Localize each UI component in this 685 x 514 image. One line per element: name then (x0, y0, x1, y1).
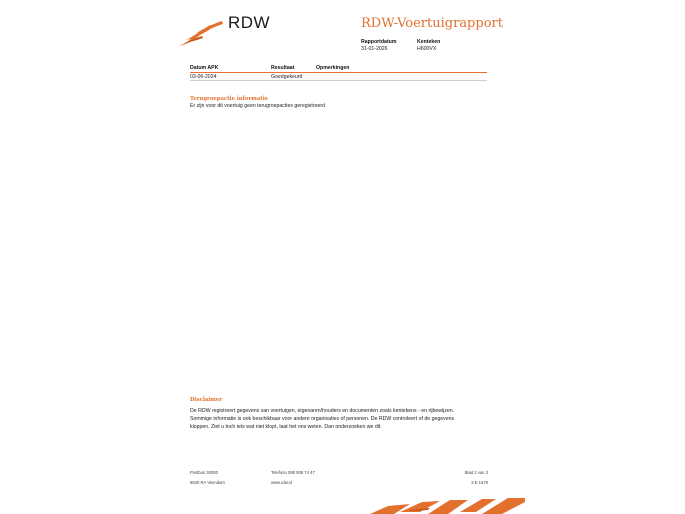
recall-section-title: Terugroepactie informatie (190, 96, 269, 102)
disclaimer-title: Disclaimer (190, 397, 223, 403)
table-row-divider (190, 80, 487, 81)
disclaimer-line-2: Sommige informatie is ook beschikbaar voor andere organisaties of personen. De RDW controleert of de gegevens (190, 416, 455, 422)
document-title: RDW-Voertuigrapport (361, 16, 503, 31)
rdw-logo-icon (176, 20, 224, 48)
column-header-result: Resultaat (271, 65, 295, 71)
license-plate-label: Kenteken (417, 39, 441, 45)
recall-text: Er zijn voor dit voertuig geen terugroepacties geregistreerd (190, 103, 325, 109)
disclaimer-line-3: kloppen. Ziet u toch iets wat niet klopt, laat het ons weten. Dan onderzoeken we dit. (190, 424, 382, 430)
apk-date-cell: 03-06-2024 (190, 74, 217, 80)
disclaimer-line-1: De RDW registreert gegevens van voertuigen, eigenaren/houders en documenten zoals kentekens - en rijbewijzen. (190, 408, 455, 414)
column-header-remarks: Opmerkingen (316, 65, 350, 71)
footer-stripes-graphic (370, 498, 525, 514)
table-header-divider (190, 72, 487, 73)
license-plate-value: H600VX (417, 46, 437, 52)
footer-address-line-2: 9640 RA Veendam (190, 480, 225, 485)
footer-address-line-1: Postbus 30000 (190, 470, 218, 475)
footer-website: www.rdw.nl (271, 480, 292, 485)
apk-result-cell: Goedgekeurd (271, 74, 303, 80)
report-date-label: Rapportdatum (361, 39, 397, 45)
report-date-value: 31-01-2026 (361, 46, 388, 52)
footer-page-number: Blad 2 van 3 (464, 470, 488, 475)
footer-document-code: 3 E 1679 (471, 480, 488, 485)
brand-name: RDW (228, 13, 271, 32)
column-header-apk-date: Datum APK (190, 65, 219, 71)
footer-phone: Telefoon 088 008 74 47 (271, 470, 315, 475)
